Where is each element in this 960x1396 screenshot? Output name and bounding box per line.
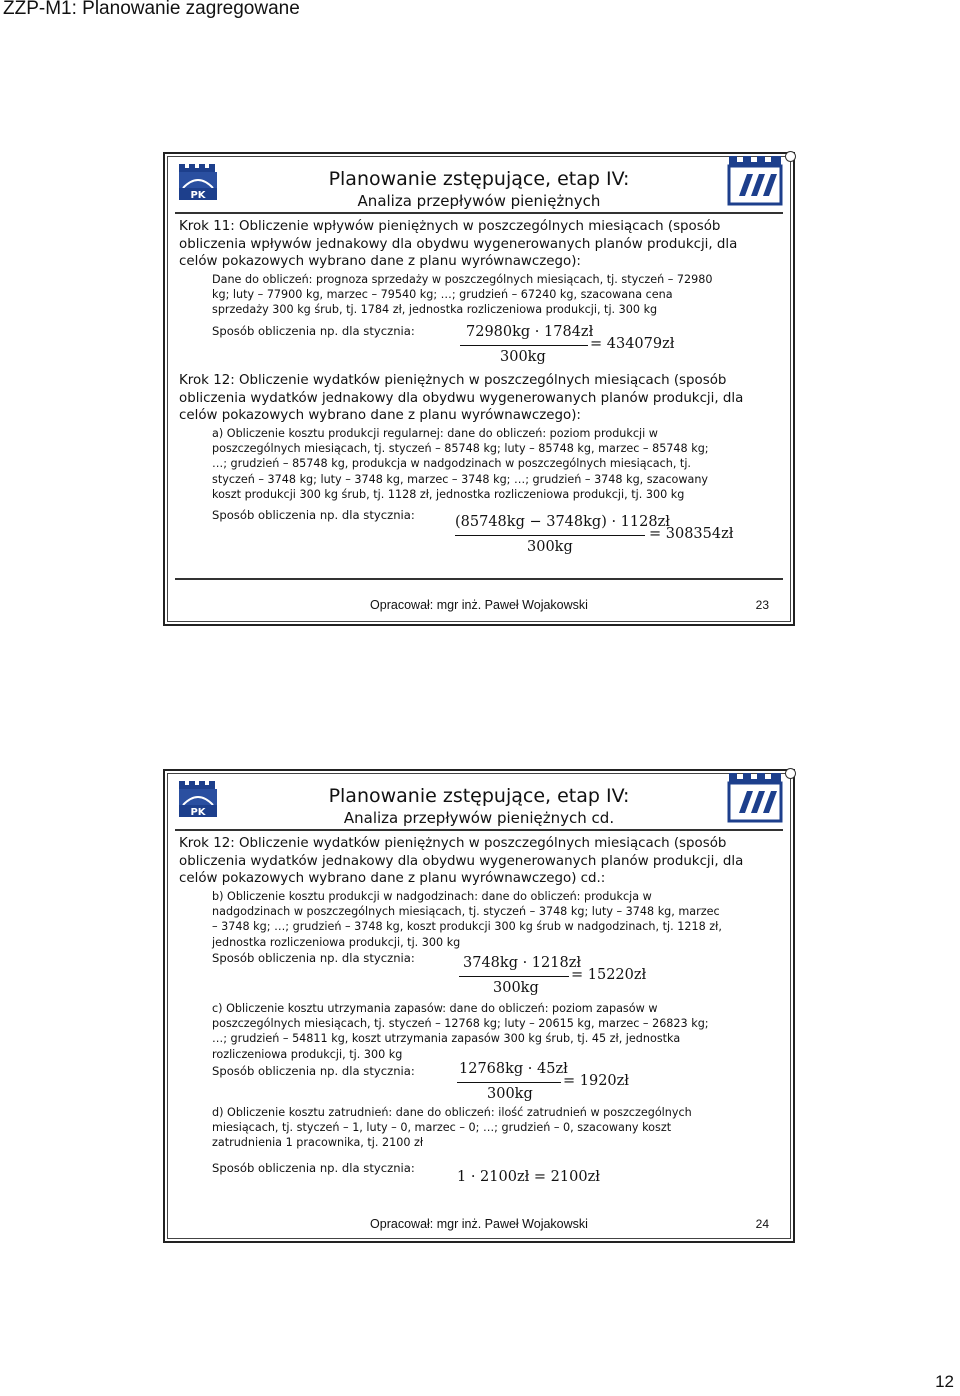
point-c-text: c) Obliczenie kosztu utrzymania zapasów: dane do obliczeń: poziom zapasów w poszczególnych miesiącach, tj. styczeń – 12768 kg; luty – 20615 kg, marzec – 26823 kg; …; grudzień – 54811 kg, koszt utrzymania zapasów 300 kg śrub, tj. 45 zł, jednostka rozliczeniowa produkcji, tj. 300 kg — [212, 1002, 709, 1061]
krok-12-text: Krok 12: Obliczenie wydatków pieniężnych w poszczególnych miesiącach (sposób obliczenia wydatków jednakowy dla obydwu wygenerowanych planów produkcji, dla celów pokazowych wybrano dane z planu wyrównawczego): — [179, 373, 744, 423]
slide-footer: Opracował: mgr inż. Paweł Wojakowski — [370, 1217, 588, 1231]
footer-divider — [175, 578, 783, 580]
slide-number: 24 — [755, 1217, 769, 1231]
point-d-text: d) Obliczenie kosztu zatrudnień: dane do obliczeń: ilość zatrudnień w poszczególnych miesiącach, tj. styczeń – 1, luty – 0, marzec – 0; …; grudzień – 0, szacowany koszt zatrudnienia 1 pracownika, tj. 2100 zł — [212, 1106, 692, 1150]
document-header: ZZP-M1: Planowanie zagregowane — [3, 0, 300, 19]
page-curl-icon — [785, 151, 796, 162]
slide-subtitle: Analiza przepływów pieniężnych — [357, 192, 601, 210]
title-divider — [175, 829, 783, 831]
sposob-label: Sposób obliczenia np. dla stycznia: — [212, 951, 415, 965]
krok-11-text: Krok 11: Obliczenie wpływów pieniężnych w poszczególnych miesiącach (sposób obliczenia wpływów jednakowy dla obydwu wygenerowanych planów produkcji, dla celów pokazowych wybrano dane z planu wyrównawczego): — [179, 219, 738, 269]
slide-23: PK Planowanie zstępujące, etap IV: Analiza przepływów pieniężnych Krok 11: Obliczenie wpływów pieniężnych w poszczególnych miesiącach (sposób obliczenia wpływów jednakowy dla obydwu wygenerowanych planów produkcji, dla celów pokazowych wybrano dane z planu wyrównawczego): Dane do obliczeń: prognoza sprzedaży w poszczególnych miesiącach, tj. styczeń – 72980 kg; luty – 77900 kg, marzec – 79540 kg; …; grudzień – 67240 kg, szacowana cena sprzedaży 300 kg śrub, tj. 1784 zł, jednostka rozliczeniowa produkcji, tj. 300 kg Sposób obliczenia np. dla stycznia: 72980kg · 1784zł 300kg = 434079zł Krok 12: Obliczenie wydatków pieniężnych w poszczególnych miesiącach (sposób obliczenia wydatków jednakowy dla obydwu wygenerowanych planów produkcji, dla celów pokazowych wybrano dane z planu wyrównawczego): a) Obliczenie kosztu produkcji regularnej: dane do obliczeń: poziom produkcji w poszczególnych miesiącach, tj. styczeń – 85748 kg; luty – 85748 kg, marzec – 85748 kg; …; grudzień – 85748 kg, produkcja w nadgodzinach w poszczególnych miesiącach, tj. styczeń – 3748 kg; luty – 3748 kg, marzec – 3748 kg; …; grudzień – 3748 kg, szacowany koszt produkcji 300 kg śrub, tj. 1128 zł, jednostka rozliczeniowa produkcji, tj. 300 kg Sposób obliczenia np. dla stycznia: (85748kg − 3748kg) · 1128zł 300kg = 308354zł Opracował: mgr inż. Paweł Wojakowski 23 — [163, 152, 795, 626]
sposob-label: Sposób obliczenia np. dla stycznia: — [212, 1161, 415, 1175]
point-b-text: b) Obliczenie kosztu produkcji w nadgodzinach: dane do obliczeń: produkcja w nadgodzinach w poszczególnych miesiącach, tj. styczeń – 3748 kg; luty – 3748 kg, marzec – 3748 kg; …; grudzień – 3748 kg, koszt produkcji 300 kg śrub w nadgodzinach, tj. 1218 zł, jednostka rozliczeniowa produkcji, tj. 300 kg — [212, 890, 722, 949]
title-divider — [175, 212, 783, 214]
svg-text:PK: PK — [190, 807, 206, 818]
svg-text:PK: PK — [190, 190, 206, 201]
sposob-label: Sposób obliczenia np. dla stycznia: — [212, 1064, 415, 1078]
sposob-label: Sposób obliczenia np. dla stycznia: — [212, 508, 415, 522]
page-number: 12 — [935, 1372, 954, 1391]
point-a-text: a) Obliczenie kosztu produkcji regularnej: dane do obliczeń: poziom produkcji w poszczególnych miesiącach, tj. styczeń – 85748 kg; luty – 85748 kg, marzec – 85748 kg; …; grudzień – 85748 kg, produkcja w nadgodzinach w poszczególnych miesiącach, tj. styczeń – 3748 kg; luty – 3748 kg, marzec – 3748 kg; …; grudzień – 3748 kg, szacowany koszt produkcji 300 kg śrub, tj. 1128 zł, jednostka rozliczeniowa produkcji, tj. 300 kg — [212, 427, 709, 501]
dane-text: Dane do obliczeń: prognoza sprzedaży w poszczególnych miesiącach, tj. styczeń – 72980 kg; luty – 77900 kg, marzec – 79540 kg; …; grudzień – 67240 kg, szacowana cena sprzedaży 300 kg śrub, tj. 1784 zł, jednostka rozliczeniowa produkcji, tj. 300 kg — [212, 273, 713, 317]
page-curl-icon — [785, 768, 796, 779]
slide-title: Planowanie zstępujące, etap IV: — [328, 168, 630, 190]
slide-subtitle: Analiza przepływów pieniężnych cd. — [343, 809, 615, 827]
slide-number: 23 — [755, 598, 769, 612]
slide-title: Planowanie zstępujące, etap IV: — [328, 785, 630, 807]
slide-24: PK Planowanie zstępujące, etap IV: Analiza przepływów pieniężnych cd. Krok 12: Obliczenie wydatków pieniężnych w poszczególnych miesiącach (sposób obliczenia wydatków jednakowy dla obydwu wygenerowanych planów produkcji, dla celów pokazowych wybrano dane z planu wyrównawczego) cd.: b) Obliczenie kosztu produkcji w nadgodzinach: dane do obliczeń: produkcja w nadgodzinach w poszczególnych miesiącach, tj. styczeń – 3748 kg; luty – 3748 kg, marzec – 3748 kg; …; grudzień – 3748 kg, koszt produkcji 300 kg śrub w nadgodzinach, tj. 1218 zł, jednostka rozliczeniowa produkcji, tj. 300 kg Sposób obliczenia np. dla stycznia: 3748kg · 1218zł 300kg = 15220zł c) Obliczenie kosztu utrzymania zapasów: dane do obliczeń: poziom zapasów w poszczególnych miesiącach, tj. styczeń – 12768 kg; luty – 20615 kg, marzec – 26823 kg; …; grudzień – 54811 kg, koszt utrzymania zapasów 300 kg śrub, tj. 45 zł, jednostka rozliczeniowa produkcji, tj. 300 kg Sposób obliczenia np. dla stycznia: 12768kg · 45zł 300kg = 1920zł d) Obliczenie kosztu zatrudnień: dane do obliczeń: ilość zatrudnień w poszczególnych miesiącach, tj. styczeń – 1, luty – 0, marzec – 0; …; grudzień – 0, szacowany koszt zatrudnienia 1 pracownika, tj. 2100 zł Sposób obliczenia np. dla stycznia: 1 · 2100zł = 2100zł Opracował: mgr inż. Paweł Wojakowski 24 — [163, 769, 795, 1243]
slide-footer: Opracował: mgr inż. Paweł Wojakowski — [370, 598, 588, 612]
krok-12-cd-text: Krok 12: Obliczenie wydatków pieniężnych w poszczególnych miesiącach (sposób obliczenia wydatków jednakowy dla obydwu wygenerowanych planów produkcji, dla celów pokazowych wybrano dane z planu wyrównawczego) cd.: — [179, 836, 744, 886]
sposob-label: Sposób obliczenia np. dla stycznia: — [212, 324, 415, 338]
